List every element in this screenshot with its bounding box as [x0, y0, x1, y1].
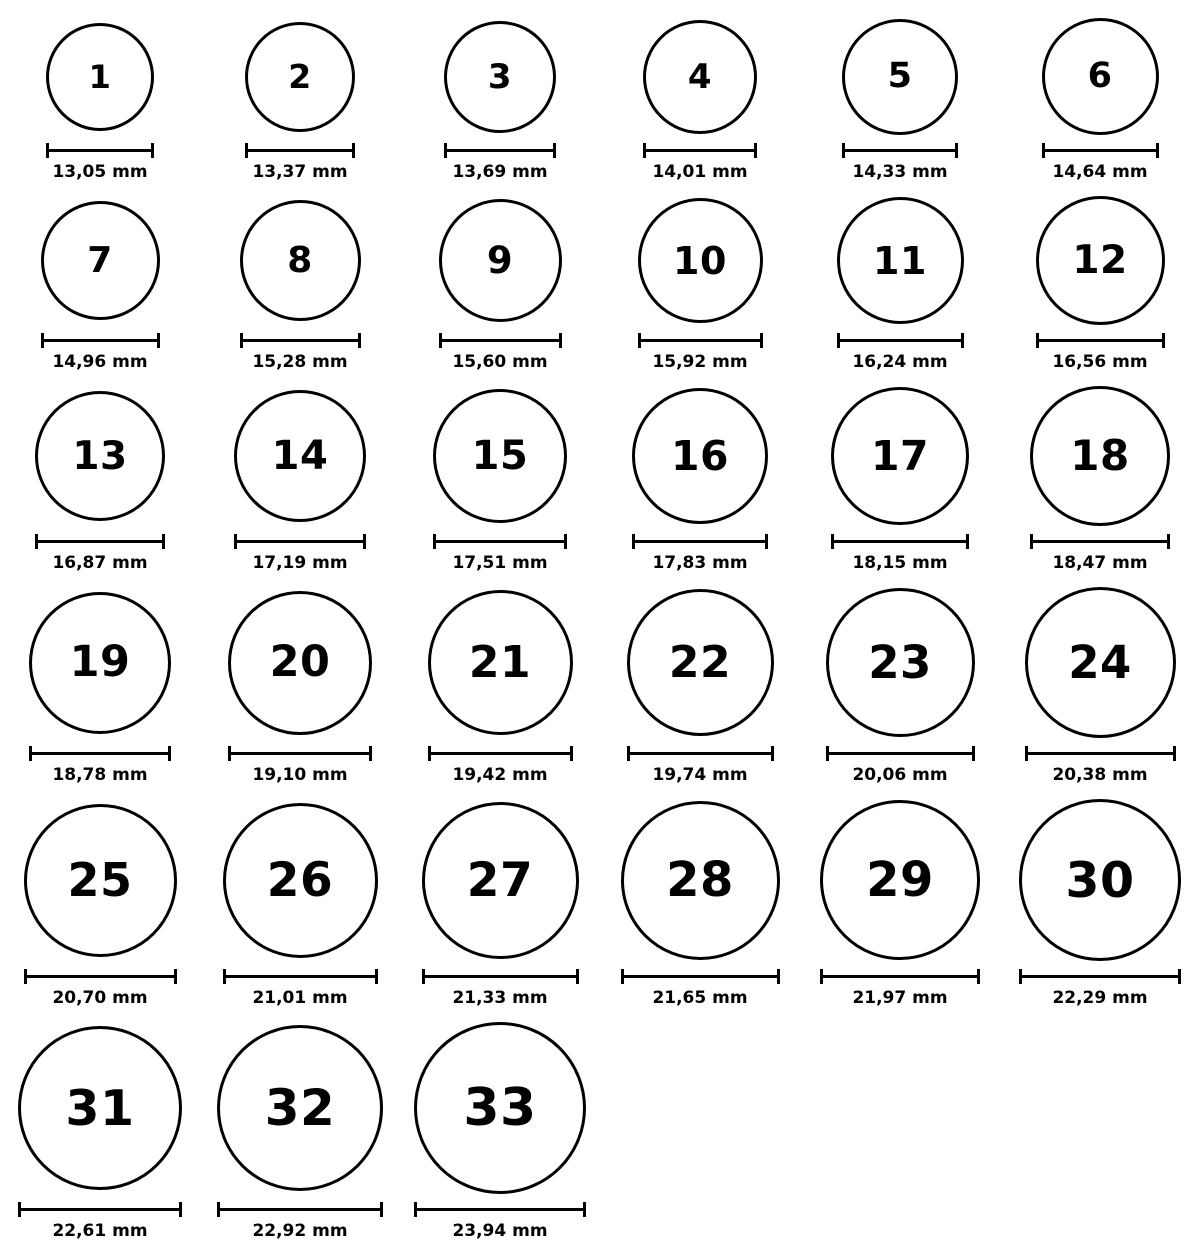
measure-line [228, 752, 372, 755]
ring-size-number: 16 [670, 431, 730, 480]
measure-cap-right-icon [157, 333, 160, 348]
measure-cap-right-icon [559, 333, 562, 348]
diameter-measure-bar [228, 746, 372, 760]
measure-cap-left-icon [35, 534, 38, 549]
ring-size-cell[interactable] [600, 18, 800, 182]
ring-size-cell[interactable] [800, 18, 1000, 182]
measure-cap-left-icon [422, 969, 425, 984]
ring-size-cell[interactable] [200, 587, 400, 785]
ring-circle-wrapper [1019, 799, 1181, 961]
ring-size-cell[interactable] [0, 196, 200, 372]
measure-cap-left-icon [1025, 746, 1028, 761]
ring-size-cell[interactable] [200, 18, 400, 182]
ring-circle[interactable] [29, 592, 171, 734]
measure-line [1030, 540, 1170, 543]
diameter-measure-bar [414, 1202, 586, 1216]
measure-cap-right-icon [771, 746, 774, 761]
ring-size-number: 22 [668, 636, 732, 688]
ring-size-number: 15 [471, 433, 529, 479]
measure-cap-right-icon [162, 534, 165, 549]
measure-cap-left-icon [439, 333, 442, 348]
ring-size-number: 33 [463, 1078, 537, 1138]
ring-circle[interactable] [1042, 18, 1159, 135]
diameter-label: 16,24 mm [852, 352, 948, 372]
ring-circle[interactable] [35, 391, 165, 521]
ring-size-cell[interactable] [800, 587, 1000, 785]
diameter-measure-bar [428, 746, 573, 760]
measure-cap-left-icon [18, 1202, 21, 1217]
measure-line [643, 149, 757, 152]
ring-size-number: 7 [87, 239, 113, 281]
measure-line [24, 975, 177, 978]
diameter-measure-bar [1036, 333, 1165, 347]
ring-circle[interactable] [837, 197, 964, 324]
measure-line [217, 1208, 383, 1211]
diameter-measure-bar [632, 534, 768, 548]
ring-circle-wrapper [439, 196, 562, 325]
measure-cap-left-icon [245, 143, 248, 158]
measure-line [632, 540, 768, 543]
ring-size-number: 20 [269, 637, 331, 687]
ring-size-number: 30 [1065, 851, 1135, 909]
ring-circle-wrapper [627, 587, 774, 738]
measure-cap-left-icon [29, 746, 32, 761]
measure-cap-left-icon [621, 969, 624, 984]
ring-size-number: 4 [687, 56, 713, 97]
diameter-label: 15,92 mm [652, 352, 748, 372]
measure-cap-left-icon [228, 746, 231, 761]
ring-size-number: 31 [65, 1079, 135, 1137]
ring-size-cell[interactable] [400, 196, 600, 372]
ring-circle[interactable] [422, 802, 579, 959]
ring-circle-wrapper [621, 799, 780, 961]
ring-circle-wrapper [46, 18, 154, 135]
measure-cap-left-icon [831, 534, 834, 549]
measure-cap-left-icon [820, 969, 823, 984]
ring-circle[interactable] [41, 201, 160, 320]
diameter-measure-bar [1019, 969, 1181, 983]
ring-circle[interactable] [831, 387, 969, 525]
ring-size-number: 26 [266, 852, 334, 908]
measure-line [1025, 752, 1176, 755]
ring-size-cell[interactable] [600, 587, 800, 785]
measure-cap-right-icon [977, 969, 980, 984]
ring-size-cell[interactable] [1000, 386, 1200, 573]
ring-circle-wrapper [428, 587, 573, 738]
ring-size-cell[interactable] [400, 18, 600, 182]
ring-circle[interactable] [245, 22, 355, 132]
ring-circle-wrapper [24, 799, 177, 961]
measure-cap-left-icon [240, 333, 243, 348]
measure-cap-left-icon [837, 333, 840, 348]
measure-cap-right-icon [754, 143, 757, 158]
diameter-measure-bar [46, 143, 154, 157]
diameter-measure-bar [433, 534, 567, 548]
ring-size-cell[interactable] [0, 18, 200, 182]
ring-circle[interactable] [1036, 196, 1165, 325]
measure-line [627, 752, 774, 755]
measure-cap-left-icon [842, 143, 845, 158]
ring-circle[interactable] [820, 800, 980, 960]
diameter-label: 14,64 mm [1052, 162, 1148, 182]
ring-circle[interactable] [240, 200, 361, 321]
ring-size-cell[interactable] [600, 386, 800, 573]
measure-cap-left-icon [627, 746, 630, 761]
diameter-measure-bar [1025, 746, 1176, 760]
ring-size-number: 2 [288, 57, 312, 96]
diameter-label: 22,29 mm [1052, 988, 1148, 1008]
measure-cap-right-icon [168, 746, 171, 761]
measure-line [18, 1208, 182, 1211]
ring-circle-wrapper [444, 18, 556, 135]
diameter-measure-bar [217, 1202, 383, 1216]
diameter-label: 22,92 mm [252, 1221, 348, 1241]
measure-cap-left-icon [1030, 534, 1033, 549]
ring-size-cell[interactable] [1000, 587, 1200, 785]
measure-line [831, 540, 969, 543]
measure-line [837, 339, 964, 342]
measure-cap-right-icon [972, 746, 975, 761]
diameter-label: 21,97 mm [852, 988, 948, 1008]
ring-circle[interactable] [439, 199, 562, 322]
diameter-measure-bar [627, 746, 774, 760]
measure-line [240, 339, 361, 342]
ring-size-number: 8 [287, 239, 313, 281]
measure-cap-right-icon [375, 969, 378, 984]
diameter-label: 18,78 mm [52, 765, 148, 785]
measure-cap-right-icon [363, 534, 366, 549]
measure-line [433, 540, 567, 543]
ring-size-number: 21 [468, 636, 532, 688]
measure-cap-right-icon [380, 1202, 383, 1217]
ring-size-number: 28 [666, 852, 734, 908]
diameter-measure-bar [223, 969, 378, 983]
diameter-measure-bar [1030, 534, 1170, 548]
ring-circle[interactable] [1025, 587, 1176, 738]
measure-cap-right-icon [352, 143, 355, 158]
diameter-label: 15,28 mm [252, 352, 348, 372]
diameter-label: 21,65 mm [652, 988, 748, 1008]
diameter-label: 13,37 mm [252, 162, 348, 182]
diameter-measure-bar [444, 143, 556, 157]
ring-circle-wrapper [18, 1022, 182, 1194]
measure-line [414, 1208, 586, 1211]
ring-size-cell[interactable] [400, 587, 600, 785]
ring-circle-wrapper [820, 799, 980, 961]
diameter-measure-bar [24, 969, 177, 983]
ring-size-cell[interactable] [1000, 18, 1200, 182]
ring-size-number: 3 [487, 56, 513, 97]
ring-size-number: 13 [72, 433, 128, 479]
ring-size-number: 27 [466, 852, 534, 908]
ring-circle[interactable] [632, 388, 768, 524]
measure-line [428, 752, 573, 755]
ring-circle[interactable] [638, 198, 763, 323]
measure-cap-left-icon [217, 1202, 220, 1217]
ring-size-cell[interactable] [400, 386, 600, 573]
measure-line [29, 752, 171, 755]
measure-cap-left-icon [1042, 143, 1045, 158]
measure-line [1042, 149, 1159, 152]
ring-circle-wrapper [41, 196, 160, 325]
diameter-measure-bar [842, 143, 958, 157]
measure-line [842, 149, 958, 152]
diameter-measure-bar [439, 333, 562, 347]
diameter-measure-bar [831, 534, 969, 548]
ring-size-grid [0, 18, 1200, 1255]
diameter-label: 19,42 mm [452, 765, 548, 785]
ring-circle[interactable] [1019, 799, 1181, 961]
ring-circle-wrapper [234, 386, 366, 526]
ring-circle-wrapper [1042, 18, 1159, 135]
ring-size-cell[interactable] [200, 196, 400, 372]
ring-size-number: 32 [264, 1079, 336, 1137]
diameter-label: 22,61 mm [52, 1221, 148, 1241]
diameter-label: 19,74 mm [652, 765, 748, 785]
ring-size-cell[interactable] [800, 386, 1000, 573]
ring-size-cell[interactable] [200, 799, 400, 1008]
measure-cap-right-icon [1178, 969, 1181, 984]
diameter-label: 21,33 mm [452, 988, 548, 1008]
ring-size-number: 10 [673, 238, 727, 283]
diameter-measure-bar [240, 333, 361, 347]
measure-line [41, 339, 160, 342]
diameter-measure-bar [1042, 143, 1159, 157]
diameter-label: 17,51 mm [452, 553, 548, 573]
measure-line [46, 149, 154, 152]
measure-cap-left-icon [638, 333, 641, 348]
measure-cap-left-icon [1036, 333, 1039, 348]
ring-circle[interactable] [428, 590, 573, 735]
ring-circle-wrapper [1030, 386, 1170, 526]
diameter-measure-bar [820, 969, 980, 983]
ring-circle-wrapper [240, 196, 361, 325]
ring-circle[interactable] [842, 19, 958, 135]
ring-size-cell[interactable] [200, 386, 400, 573]
ring-circle[interactable] [414, 1022, 586, 1194]
diameter-measure-bar [638, 333, 763, 347]
diameter-label: 14,33 mm [852, 162, 948, 182]
diameter-label: 23,94 mm [452, 1221, 548, 1241]
diameter-label: 16,56 mm [1052, 352, 1148, 372]
ring-circle-wrapper [228, 587, 372, 738]
measure-line [245, 149, 355, 152]
measure-cap-right-icon [576, 969, 579, 984]
measure-line [826, 752, 975, 755]
diameter-measure-bar [18, 1202, 182, 1216]
measure-cap-left-icon [223, 969, 226, 984]
diameter-label: 20,06 mm [852, 765, 948, 785]
measure-line [444, 149, 556, 152]
ring-size-cell[interactable] [800, 196, 1000, 372]
ring-size-number: 6 [1087, 56, 1113, 96]
ring-size-cell[interactable] [400, 799, 600, 1008]
diameter-label: 17,19 mm [252, 553, 348, 573]
measure-cap-right-icon [179, 1202, 182, 1217]
ring-size-number: 5 [887, 56, 913, 96]
ring-size-cell[interactable] [200, 1022, 400, 1241]
diameter-label: 13,05 mm [52, 162, 148, 182]
ring-circle[interactable] [433, 389, 567, 523]
measure-cap-left-icon [428, 746, 431, 761]
diameter-label: 18,15 mm [852, 553, 948, 573]
ring-size-number: 9 [486, 239, 514, 282]
diameter-measure-bar [621, 969, 780, 983]
ring-circle-wrapper [35, 386, 165, 526]
ring-size-cell[interactable] [1000, 196, 1200, 372]
measure-cap-left-icon [41, 333, 44, 348]
ring-circle-wrapper [632, 386, 768, 526]
measure-line [422, 975, 579, 978]
ring-circle-wrapper [1036, 196, 1165, 325]
ring-circle-wrapper [638, 196, 763, 325]
measure-cap-right-icon [966, 534, 969, 549]
ring-circle-wrapper [223, 799, 378, 961]
diameter-label: 20,38 mm [1052, 765, 1148, 785]
ring-circle[interactable] [46, 23, 154, 131]
ring-size-cell[interactable] [600, 799, 800, 1008]
measure-cap-left-icon [643, 143, 646, 158]
ring-circle[interactable] [24, 804, 177, 957]
measure-cap-right-icon [564, 534, 567, 549]
measure-cap-right-icon [570, 746, 573, 761]
diameter-measure-bar [643, 143, 757, 157]
measure-cap-right-icon [553, 143, 556, 158]
ring-circle-wrapper [422, 799, 579, 961]
ring-size-number: 24 [1068, 636, 1132, 689]
measure-cap-right-icon [369, 746, 372, 761]
ring-circle-wrapper [831, 386, 969, 526]
measure-cap-right-icon [1173, 746, 1176, 761]
ring-size-cell[interactable] [600, 196, 800, 372]
measure-cap-right-icon [961, 333, 964, 348]
diameter-measure-bar [422, 969, 579, 983]
diameter-label: 19,10 mm [252, 765, 348, 785]
diameter-label: 21,01 mm [252, 988, 348, 1008]
measure-cap-right-icon [955, 143, 958, 158]
ring-size-cell[interactable] [400, 1022, 600, 1241]
diameter-measure-bar [41, 333, 160, 347]
ring-circle-wrapper [643, 18, 757, 135]
ring-size-cell[interactable] [0, 386, 200, 573]
ring-size-cell[interactable] [1000, 799, 1200, 1008]
diameter-label: 20,70 mm [52, 988, 148, 1008]
ring-size-number: 23 [868, 636, 932, 689]
diameter-measure-bar [245, 143, 355, 157]
measure-line [223, 975, 378, 978]
ring-size-cell[interactable] [0, 799, 200, 1008]
ring-size-number: 25 [67, 853, 133, 907]
ring-circle-wrapper [29, 587, 171, 738]
ring-circle-wrapper [245, 18, 355, 135]
diameter-measure-bar [837, 333, 964, 347]
ring-size-cell[interactable] [800, 799, 1000, 1008]
measure-cap-left-icon [444, 143, 447, 158]
measure-cap-right-icon [777, 969, 780, 984]
ring-circle[interactable] [643, 20, 757, 134]
measure-cap-right-icon [1162, 333, 1165, 348]
diameter-label: 16,87 mm [52, 553, 148, 573]
diameter-label: 15,60 mm [452, 352, 548, 372]
diameter-label: 14,96 mm [52, 352, 148, 372]
ring-size-number: 29 [866, 852, 934, 908]
ring-circle[interactable] [1030, 386, 1170, 526]
measure-line [1019, 975, 1181, 978]
ring-circle[interactable] [217, 1025, 383, 1191]
diameter-label: 14,01 mm [652, 162, 748, 182]
diameter-label: 18,47 mm [1052, 553, 1148, 573]
ring-circle[interactable] [826, 588, 975, 737]
ring-size-number: 18 [1070, 431, 1130, 480]
ring-circle[interactable] [234, 390, 366, 522]
measure-line [638, 339, 763, 342]
diameter-measure-bar [826, 746, 975, 760]
ring-size-number: 14 [271, 433, 329, 479]
measure-cap-left-icon [826, 746, 829, 761]
measure-cap-right-icon [760, 333, 763, 348]
ring-size-cell[interactable] [0, 587, 200, 785]
ring-circle[interactable] [228, 591, 372, 735]
ring-circle[interactable] [18, 1026, 182, 1190]
ring-size-number: 19 [69, 637, 131, 687]
measure-line [621, 975, 780, 978]
measure-line [35, 540, 165, 543]
ring-circle-wrapper [1025, 587, 1176, 738]
diameter-measure-bar [29, 746, 171, 760]
ring-circle-wrapper [217, 1022, 383, 1194]
ring-circle[interactable] [627, 589, 774, 736]
measure-line [1036, 339, 1165, 342]
measure-cap-left-icon [46, 143, 49, 158]
diameter-measure-bar [35, 534, 165, 548]
ring-size-number: 1 [88, 57, 112, 96]
ring-circle-wrapper [433, 386, 567, 526]
measure-cap-right-icon [1156, 143, 1159, 158]
ring-circle[interactable] [223, 803, 378, 958]
measure-cap-left-icon [414, 1202, 417, 1217]
diameter-label: 17,83 mm [652, 553, 748, 573]
measure-cap-right-icon [1167, 534, 1170, 549]
measure-cap-left-icon [234, 534, 237, 549]
ring-size-cell[interactable] [0, 1022, 200, 1241]
measure-line [439, 339, 562, 342]
measure-cap-right-icon [174, 969, 177, 984]
measure-cap-left-icon [24, 969, 27, 984]
measure-line [820, 975, 980, 978]
ring-size-number: 17 [870, 431, 930, 480]
ring-circle-wrapper [842, 18, 958, 135]
measure-cap-right-icon [151, 143, 154, 158]
measure-cap-right-icon [583, 1202, 586, 1217]
ring-circle-wrapper [837, 196, 964, 325]
ring-circle[interactable] [621, 801, 780, 960]
measure-cap-right-icon [765, 534, 768, 549]
measure-cap-left-icon [632, 534, 635, 549]
ring-circle-wrapper [414, 1022, 586, 1194]
ring-size-number: 11 [873, 238, 927, 283]
diameter-measure-bar [234, 534, 366, 548]
measure-cap-left-icon [1019, 969, 1022, 984]
diameter-label: 13,69 mm [452, 162, 548, 182]
ring-circle[interactable] [444, 21, 556, 133]
ring-size-number: 12 [1072, 238, 1128, 283]
measure-line [234, 540, 366, 543]
measure-cap-right-icon [358, 333, 361, 348]
ring-circle-wrapper [826, 587, 975, 738]
measure-cap-left-icon [433, 534, 436, 549]
